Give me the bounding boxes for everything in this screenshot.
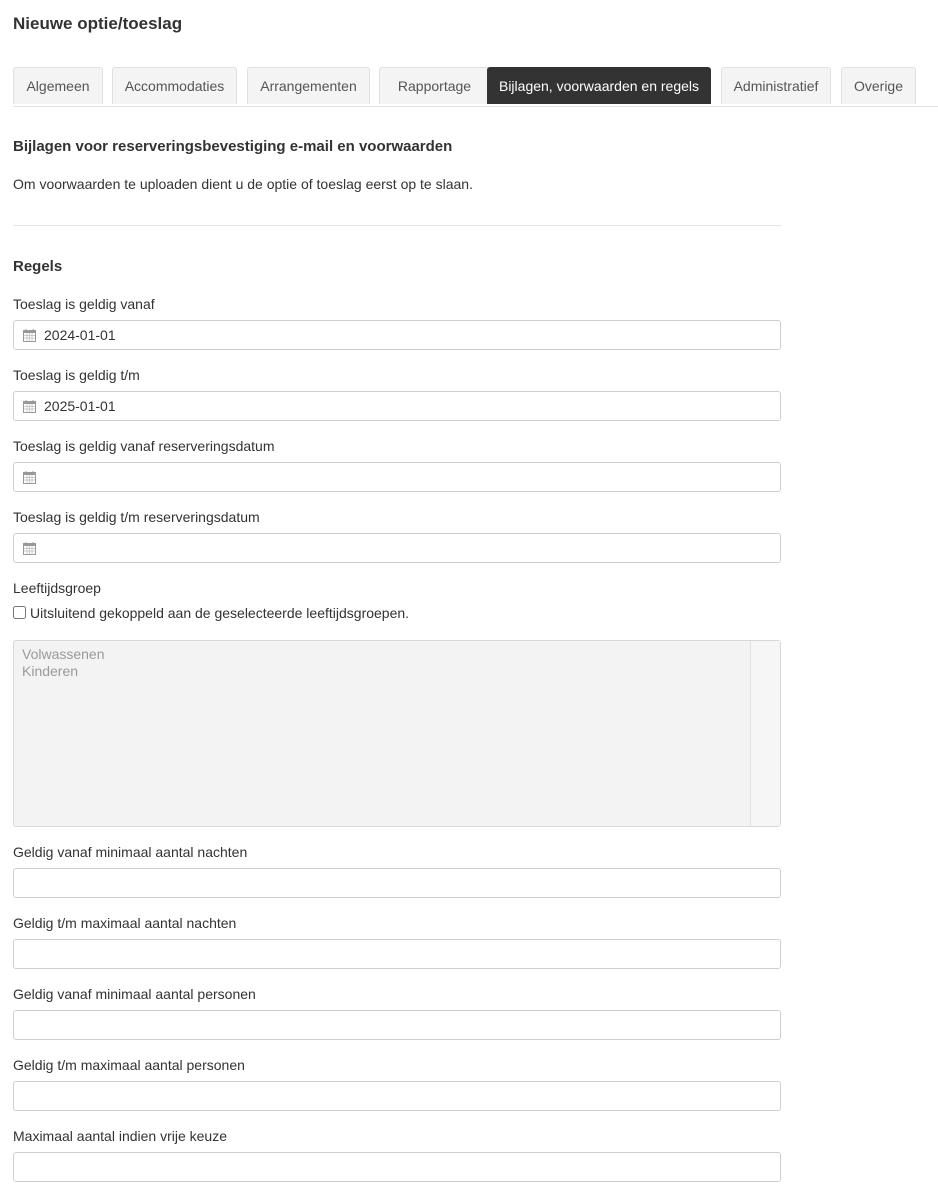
tab-algemeen[interactable]: Algemeen	[13, 67, 103, 104]
valid-until-booking-label: Toeslag is geldig t/m reserveringsdatum	[13, 509, 260, 525]
valid-from-booking-label: Toeslag is geldig vanaf reserveringsdatum	[13, 438, 275, 454]
age-group-exclusive-label: Uitsluitend gekoppeld aan de geselecteerde leeftijdsgroepen.	[30, 605, 410, 621]
age-group-multiselect[interactable]	[13, 640, 781, 827]
valid-from-booking-date-field	[13, 462, 781, 492]
max-nights-label: Geldig t/m maximaal aantal nachten	[13, 915, 237, 931]
page-title: Nieuwe optie/toeslag	[13, 14, 183, 33]
max-persons-label: Geldig t/m maximaal aantal personen	[13, 1057, 245, 1073]
tab-rapportage[interactable]: Rapportage	[379, 67, 490, 104]
max-free-choice-label: Maximaal aantal indien vrije keuze	[13, 1128, 227, 1144]
valid-from-label: Toeslag is geldig vanaf	[13, 296, 155, 312]
tab-arrangementen[interactable]: Arrangementen	[247, 67, 370, 104]
age-group-label: Leeftijdsgroep	[13, 580, 101, 596]
tab-accommodaties[interactable]: Accommodaties	[112, 67, 237, 104]
min-nights-input[interactable]	[14, 869, 780, 897]
section-divider	[13, 225, 781, 226]
attachments-note: Om voorwaarden te uploaden dient u de optie of toeslag eerst op te slaan.	[13, 176, 473, 192]
max-free-choice-input[interactable]	[14, 1153, 780, 1181]
min-persons-label: Geldig vanaf minimaal aantal personen	[13, 986, 256, 1002]
attachments-section-title: Bijlagen voor reserveringsbevestiging e-mail en voorwaarden	[13, 138, 453, 155]
tab-bijlagen-voorwaarden-regels[interactable]: Bijlagen, voorwaarden en regels	[487, 67, 711, 104]
valid-until-booking-input[interactable]	[14, 534, 780, 562]
tab-overige[interactable]: Overige	[841, 67, 916, 104]
valid-from-input[interactable]	[14, 321, 780, 349]
valid-until-date-field	[13, 391, 781, 421]
max-persons-field	[13, 1081, 781, 1111]
rules-section-title: Regels	[13, 258, 63, 275]
min-persons-input[interactable]	[14, 1011, 780, 1039]
max-nights-field	[13, 939, 781, 969]
min-nights-field	[13, 868, 781, 898]
tab-bar	[13, 67, 938, 107]
age-group-option[interactable]: Kinderen	[22, 663, 79, 679]
valid-from-date-field	[13, 320, 781, 350]
age-group-exclusive-checkbox[interactable]	[13, 606, 26, 619]
valid-until-booking-date-field	[13, 533, 781, 563]
min-nights-label: Geldig vanaf minimaal aantal nachten	[13, 844, 248, 860]
valid-from-booking-input[interactable]	[14, 463, 780, 491]
min-persons-field	[13, 1010, 781, 1040]
max-persons-input[interactable]	[14, 1082, 780, 1110]
age-group-option[interactable]: Volwassenen	[22, 646, 105, 662]
max-nights-input[interactable]	[14, 940, 780, 968]
multiselect-scrollbar[interactable]	[750, 641, 780, 826]
tab-administratief[interactable]: Administratief	[721, 67, 831, 104]
valid-until-label: Toeslag is geldig t/m	[13, 367, 140, 383]
valid-until-input[interactable]	[14, 392, 780, 420]
max-free-choice-field	[13, 1152, 781, 1182]
